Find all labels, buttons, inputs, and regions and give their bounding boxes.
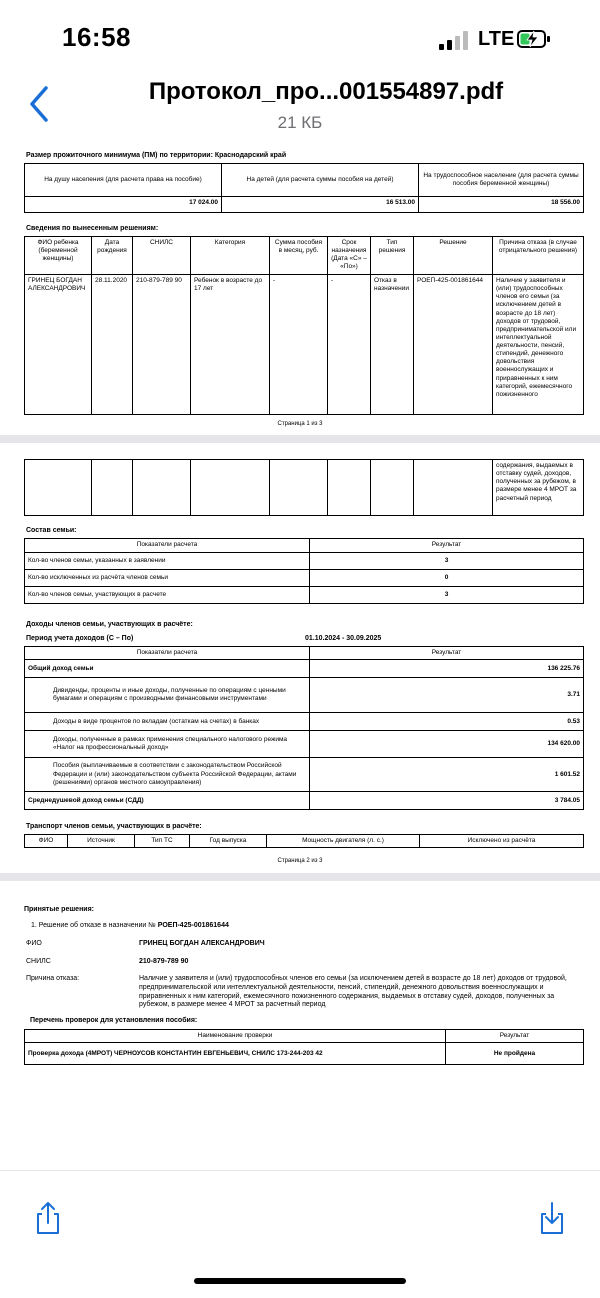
check-name: Проверка дохода (4МРОТ) ЧЕРНОУСОВ КОНСТАНТИН ЕВГЕНЬЕВИЧ, СНИЛС 173-244-203 42 [25, 1043, 446, 1065]
dec-decision: РОЕП-425-001861644 [414, 275, 493, 415]
decisions-table [24, 236, 584, 415]
download-icon[interactable] [537, 1201, 567, 1235]
family-row-label: Кол-во исключенных из расчёта членов семьи [25, 570, 310, 587]
pdf-page-3 [0, 881, 600, 1166]
table-row [25, 678, 584, 713]
page-number-2: Страница 2 из 3 [277, 858, 323, 864]
battery-charging-icon [517, 29, 551, 49]
income-row-value: 134 620.00 [310, 731, 584, 758]
dec-header-fio: ФИО ребенка (беременной женщины) [25, 237, 92, 275]
pdf-page-2 [0, 443, 600, 873]
dec-header-birth: Дата рождения [92, 237, 133, 275]
page-separator [0, 435, 600, 443]
table-row [25, 713, 584, 731]
table-row [25, 660, 584, 678]
table-row [25, 792, 584, 810]
table-row [25, 570, 584, 587]
family-table [24, 538, 584, 604]
transport-title: Транспорт членов семьи, участвующих в расчёте: [26, 823, 202, 830]
dec-header-snils: СНИЛС [133, 237, 191, 275]
income-header-result: Результат [310, 647, 584, 660]
table-row [25, 275, 584, 415]
income-row-value: 3.71 [310, 678, 584, 713]
pm-header-children: На детей (для расчета суммы пособия на детей) [222, 164, 419, 197]
transport-header-year: Год выпуска [190, 835, 267, 848]
pdf-page-1 [0, 132, 600, 437]
checks-header-name: Наименование проверки [25, 1030, 446, 1043]
snils-value: 210-879-789 90 [139, 958, 189, 965]
decision-number: РОЕП-425-001861644 [157, 922, 229, 929]
family-row-label: Кол-во членов семьи, указанных в заявлении [25, 553, 310, 570]
pm-value-working: 18 556.00 [419, 197, 584, 213]
family-row-label: Кол-во членов семьи, участвующих в расчете [25, 587, 310, 604]
transport-header-source: Источник [68, 835, 135, 848]
document-size: 21 КБ [277, 113, 323, 132]
dec-header-category: Категория [191, 237, 270, 275]
decisions-table-continued [24, 459, 584, 516]
family-row-value: 0 [310, 570, 584, 587]
pm-header-working: На трудоспособное население (для расчета суммы пособия беременной женщины) [419, 164, 584, 197]
income-avg-label: Среднедушевой доход семьи (СДД) [25, 792, 310, 810]
transport-header-type: Тип ТС [135, 835, 190, 848]
checks-title: Перечень проверок для установления пособия: [30, 1017, 198, 1024]
income-row-value: 0.53 [310, 713, 584, 731]
reason-label: Причина отказа: [26, 975, 80, 982]
table-row [25, 587, 584, 604]
transport-table [24, 834, 584, 848]
fio-label: ФИО [26, 940, 42, 947]
income-row-label: Пособия (выплачиваемые в соответствии с законодательством Российской Федерации и (или) законодательством субъекта Российской Федерации, актами (решениями) органов местного самоуправления) [25, 758, 310, 792]
dec-type: Отказ в назначении [371, 275, 414, 415]
dec-fio: ГРИНЕЦ БОГДАН АЛЕКСАНДРОВИЧ [25, 275, 92, 415]
dec-reason: Наличие у заявителя и (или) трудоспособных членов его семьи (за исключением детей в возрасте до 18 лет) доходов от трудовой, предпринимательской или интеллектуальной деятельности, пенсий, стипендий, денежного довольствия военнослужащих и приравненных к ним категорий, ежемесячного пожизненного [493, 275, 584, 415]
transport-header-fio: ФИО [25, 835, 68, 848]
checks-header-result: Результат [446, 1030, 584, 1043]
dec-reason-continued: содержания, выдаемых в отставку судей, доходов, полученных за рубежом, в размере менее 4 МРОТ за расчетный период [493, 460, 584, 516]
pm-title: Размер прожиточного минимума (ПМ) по территории: Краснодарский край [26, 152, 287, 159]
family-header-indicator: Показатели расчета [25, 539, 310, 553]
family-header-result: Результат [310, 539, 584, 553]
income-total-label: Общий доход семьи [25, 660, 310, 678]
income-header-indicator: Показатели расчета [25, 647, 310, 660]
cellular-signal-icon [439, 30, 471, 50]
dec-header-reason: Причина отказа (в случае отрицательного решения) [493, 237, 584, 275]
family-title: Состав семьи: [26, 527, 77, 534]
decisions-title: Сведения по вынесенным решениям: [26, 225, 159, 232]
pm-value-children: 16 513.00 [222, 197, 419, 213]
dec-term: - [328, 275, 371, 415]
decision-line [31, 922, 229, 931]
income-period-label: Период учета доходов (С – По) [26, 635, 134, 642]
dec-category: Ребенок в возрасте до 17 лет [191, 275, 270, 415]
navigation-bar [0, 70, 600, 140]
dec-header-decision: Решение [414, 237, 493, 275]
dec-header-amount: Сумма пособия в месяц, руб. [270, 237, 328, 275]
income-row-value: 1 601.52 [310, 758, 584, 792]
income-avg-value: 3 784.05 [310, 792, 584, 810]
table-row [25, 553, 584, 570]
family-row-value: 3 [310, 553, 584, 570]
decision-line-prefix: 1. Решение об отказе в назначении № [31, 922, 156, 929]
dec-birth: 28.11.2020 [92, 275, 133, 415]
table-row [25, 1043, 584, 1065]
network-type: LTE [478, 28, 515, 50]
fio-value: ГРИНЕЦ БОГДАН АЛЕКСАНДРОВИЧ [139, 940, 265, 947]
income-title: Доходы членов семьи, участвующих в расчёте: [26, 621, 193, 628]
income-row-label: Дивиденды, проценты и иные доходы, полученные по операциям с ценными бумагами и операциям с производными финансовыми инструментами [25, 678, 310, 713]
dec-snils: 210-879-789 90 [133, 275, 191, 415]
income-total-value: 136 225.76 [310, 660, 584, 678]
dec-header-type: Тип решения [371, 237, 414, 275]
status-time: 16:58 [62, 22, 131, 52]
home-indicator[interactable] [194, 1278, 406, 1284]
reason-value: Наличие у заявителя и (или) трудоспособных членов его семьи (за исключением детей в возрасте до 18 лет) доходов от трудовой, предпринимательской или интеллектуальной деятельности, пенсий, стипендий, денежного довольствия военнослужащих и приравненных к ним категорий, ежемесячного пожизненного содержания, выдаемых в отставку судей, доходов, полученных за рубежом, в размере менее 4 МРОТ за расчетный период [139, 975, 567, 1009]
table-row [25, 731, 584, 758]
snils-label: СНИЛС [26, 958, 51, 965]
pm-table [24, 163, 584, 213]
dec-header-term: Срок назначения (Дата «С» – «По») [328, 237, 371, 275]
pm-value-per-capita: 17 024.00 [25, 197, 222, 213]
pm-header-per-capita: На душу населения (для расчета права на пособие) [25, 164, 222, 197]
dec-amount: - [270, 275, 328, 415]
page-separator [0, 873, 600, 881]
page-number-1: Страница 1 из 3 [277, 421, 323, 427]
transport-header-excluded: Исключено из расчёта [420, 835, 584, 848]
income-period-value: 01.10.2024 - 30.09.2025 [305, 635, 382, 642]
document-title: Протокол_про...001554897.pdf [148, 78, 504, 105]
income-row-label: Доходы в виде процентов по вкладам (остаткам на счетах) в банках [25, 713, 310, 731]
income-row-label: Доходы, полученные в рамках применения специального налогового режима «Налог на профессиональный доход» [25, 731, 310, 758]
transport-header-power: Мощность двигателя (л. с.) [267, 835, 420, 848]
family-row-value: 3 [310, 587, 584, 604]
income-table [24, 646, 584, 810]
checks-table [24, 1029, 584, 1065]
check-result: Не пройдена [446, 1043, 584, 1065]
accepted-decisions-title: Принятые решения: [24, 906, 95, 913]
table-row [25, 758, 584, 792]
status-bar [0, 0, 600, 80]
share-icon[interactable] [33, 1201, 63, 1235]
